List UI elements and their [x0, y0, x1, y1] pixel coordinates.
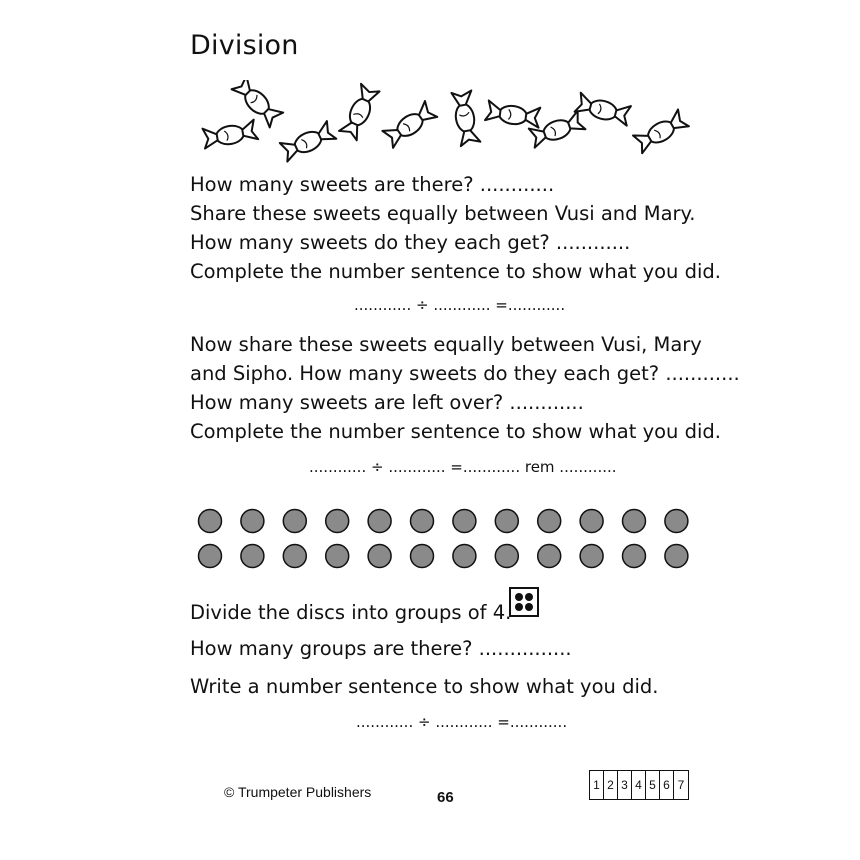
disc [495, 545, 518, 568]
sweet-icon [575, 92, 632, 125]
disc [538, 510, 561, 533]
question-line: Divide the discs into groups of 4. [190, 601, 512, 624]
number-sentence: ............ ÷ ............ =............ [356, 713, 568, 731]
sweet-icon [232, 80, 284, 127]
disc [411, 510, 434, 533]
disc [580, 545, 603, 568]
question-line: Complete the number sentence to show what you did. [190, 420, 721, 443]
sweet-icon [279, 121, 336, 162]
question-line: How many sweets do they each get? ............ [190, 231, 631, 254]
question-line: Share these sweets equally between Vusi and Mary. [190, 202, 696, 225]
sweet-icon [382, 101, 438, 148]
disc [199, 510, 222, 533]
grade-boxes [589, 770, 689, 800]
disc [538, 545, 561, 568]
question-line: Write a number sentence to show what you did. [190, 675, 659, 698]
disc [580, 510, 603, 533]
page-number: 66 [437, 789, 454, 806]
disc [199, 545, 222, 568]
sweet-icon [485, 100, 541, 127]
page-title: Division [190, 30, 299, 61]
dice-four-icon [509, 587, 539, 617]
disc [326, 545, 349, 568]
number-sentence: ............ ÷ ............ =............ [354, 296, 566, 314]
disc [241, 510, 264, 533]
question-line: Complete the number sentence to show what you did. [190, 260, 721, 283]
sweet-icon [451, 90, 480, 147]
grade-box: 7 [677, 778, 685, 792]
question-line: How many groups are there? ............... [190, 637, 572, 660]
grade-box: 6 [660, 771, 674, 799]
grade-box: 4 [632, 771, 646, 799]
grade-box: 2 [604, 771, 618, 799]
disc [453, 510, 476, 533]
question-line: How many sweets are there? ............ [190, 173, 555, 196]
disc [665, 545, 688, 568]
grade-box: 1 [590, 771, 604, 799]
disc [411, 545, 434, 568]
copyright-notice [224, 784, 371, 800]
disc [453, 545, 476, 568]
disc [623, 510, 646, 533]
disc [665, 510, 688, 533]
discs-grid [190, 505, 700, 575]
disc [283, 510, 306, 533]
sweet-icon [339, 83, 380, 140]
disc [368, 510, 391, 533]
grade-box: 5 [646, 771, 660, 799]
disc [241, 545, 264, 568]
question-line: How many sweets are left over? ............ [190, 391, 584, 414]
sweets-illustration [195, 80, 695, 170]
publisher-name: Trumpeter Publishers [237, 784, 372, 800]
disc [495, 510, 518, 533]
copyright-icon: © [224, 784, 235, 800]
disc [283, 545, 306, 568]
disc [623, 545, 646, 568]
sweet-icon [632, 109, 689, 153]
grade-box: 3 [618, 771, 632, 799]
disc [368, 545, 391, 568]
sweet-icon [202, 119, 259, 148]
question-line: Now share these sweets equally between Vusi, Mary [190, 333, 702, 356]
number-sentence-rem: ............ ÷ ............ =............ rem ............ [309, 458, 617, 476]
question-line: and Sipho. How many sweets do they each get? ............ [190, 362, 740, 385]
disc [326, 510, 349, 533]
